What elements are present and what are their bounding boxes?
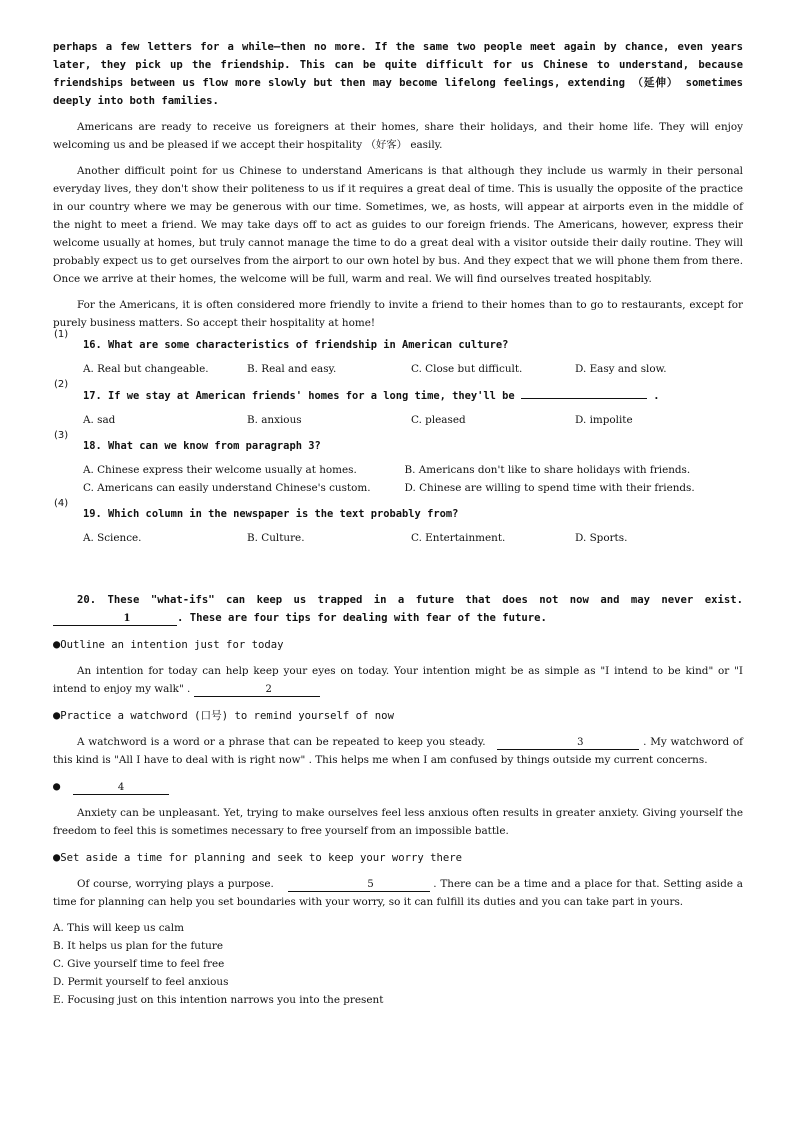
tip-heading-4: ●Set aside a time for planning and seek to keep your worry there [53,850,463,864]
question-number: (4) [54,498,69,509]
question-text-end: . [653,390,660,402]
bullet-icon: ● [53,850,61,864]
tip-heading-1: ●Outline an intention just for today [53,637,284,651]
answer-blank-2[interactable]: 2 [194,684,320,697]
option-a[interactable]: A. sad [83,414,116,426]
answer-blank-5[interactable]: 5 [288,879,430,892]
question-3 [53,430,743,497]
bullet-icon: ● [53,708,61,722]
option-c[interactable]: C. Americans can easily understand Chinese's custom. [83,482,371,494]
question-text: 16. What are some characteristics of friendship in American culture? [83,339,509,351]
tip-heading-2: ●Practice a watchword (口号) to remind yourself of now [53,708,394,722]
option-c[interactable]: C. Entertainment. [411,532,506,544]
bullet-icon: ● [53,637,61,651]
question-options-row-2 [83,479,743,497]
tip-paragraph-1: An intention for today can help keep your eyes on today. Your intention might be as simple as "I intend to be kind" or "I intend to enjoy my walk" . 2 [53,665,743,695]
option-d[interactable]: D. impolite [575,414,633,426]
answer-options-list [53,919,743,1009]
question-number: (2) [54,379,69,390]
answer-option-e[interactable]: E. Focusing just on this intention narrows you into the present [53,994,384,1006]
question-options [83,411,743,429]
option-b[interactable]: B. Real and easy. [247,363,337,375]
section20-intro-text: 20. These "what-ifs" can keep us trapped in a future that does not now and may never exist. [77,594,743,606]
answer-blank[interactable] [521,386,647,399]
question-text: 17. If we stay at American friends' homes for a long time, they'll be [83,390,515,402]
answer-option-c[interactable]: C. Give yourself time to feel free [53,958,225,970]
answer-option-a[interactable]: A. This will keep us calm [53,922,184,934]
question-options [83,360,743,378]
passage-paragraph-2: Another difficult point for us Chinese to understand Americans is that although they include us warmly in their personal everyday lives, they don't show their politeness to us if it requires a great deal of time. This is usually the opposite of the practice in our country where we may be generous with our time. Sometimes, we, as hosts, will appear at airports even in the middle of the night to meet a friend. We may take days off to act as guides to our foreign friends. The Americans, however, express their welcome usually at homes, but truly cannot manage the time to do a great deal with a visitor outside their daily routine. They will probably expect us to get ourselves from the airport to our own hotel by bus. And they expect that we will phone them from there. Once we arrive at their homes, the welcome will be full, warm and real. We will find ourselves treated hospitably. [53,165,743,285]
option-a[interactable]: A. Real but changeable. [83,363,209,375]
question-text: 18. What can we know from paragraph 3? [83,440,321,452]
bullet-icon: ● [53,779,61,793]
option-d[interactable]: D. Chinese are willing to spend time with their friends. [404,482,695,494]
option-b[interactable]: B. Culture. [247,532,305,544]
passage-paragraph-3: For the Americans, it is often considered more friendly to invite a friend to their homes than to go to restaurants, except for purely business matters. So accept their hospitality at home! [53,299,743,329]
option-a[interactable]: A. Chinese express their welcome usually at homes. [83,464,357,476]
passage-paragraph-0: perhaps a few letters for a while—then no more. If the same two people meet again by chance, even years later, they pick up the friendship. This can be quite difficult for us Chinese to understand, because friendships between us flow more slowly but then may become lifelong feelings, extending （延伸） sometimes deeply into both families. [53,41,743,107]
option-b[interactable]: B. anxious [247,414,302,426]
question-number: (1) [54,329,69,340]
question-number: (3) [54,430,69,441]
question-1 [53,329,743,378]
question-options [83,529,743,547]
answer-blank-1[interactable]: 1 [53,613,177,626]
answer-option-d[interactable]: D. Permit yourself to feel anxious [53,976,229,988]
passage-paragraph-1: Americans are ready to receive us foreigners at their homes, share their holidays, and their home life. They will enjoy welcoming us and be pleased if we accept their hospitality （好客） easily. [53,121,743,151]
answer-blank-3[interactable]: 3 [497,737,639,750]
option-a[interactable]: A. Science. [83,532,142,544]
tip-paragraph-4: Of course, worrying plays a purpose. 5 . There can be a time and a place for that. Setting aside a time for planning can help you set boundaries with your worry, so it can fulfill its duties and you can take part in yours. [53,878,743,908]
tip-paragraph-3: Anxiety can be unpleasant. Yet, trying to make ourselves feel less anxious often results in greater anxiety. Giving yourself the freedom to feel this is sometimes necessary to free yourself from an impossible battle. [53,807,743,837]
question-4 [53,498,743,547]
question-2 [53,379,743,429]
answer-blank-4[interactable]: 4 [73,782,169,795]
section20-intro [53,591,743,627]
option-d[interactable]: D. Easy and slow. [575,363,667,375]
answer-option-b[interactable]: B. It helps us plan for the future [53,940,223,952]
question-text: 19. Which column in the newspaper is the text probably from? [83,508,459,520]
question-text-wrap [83,386,743,405]
option-d[interactable]: D. Sports. [575,532,628,544]
tip-heading-3 [53,777,743,796]
section20-intro-end: . These are four tips for dealing with fear of the future. [177,612,547,624]
option-b[interactable]: B. Americans don't like to share holidays with friends. [404,464,691,476]
option-c[interactable]: C. pleased [411,414,466,426]
tip-paragraph-2: A watchword is a word or a phrase that can be repeated to keep you steady. 3 . My watchword of this kind is "All I have to deal with is right now" . This helps me when I am confused by things outside my current concerns. [53,736,743,766]
question-options-row-1 [83,461,743,479]
option-c[interactable]: C. Close but difficult. [411,363,523,375]
document-page [53,38,743,1009]
